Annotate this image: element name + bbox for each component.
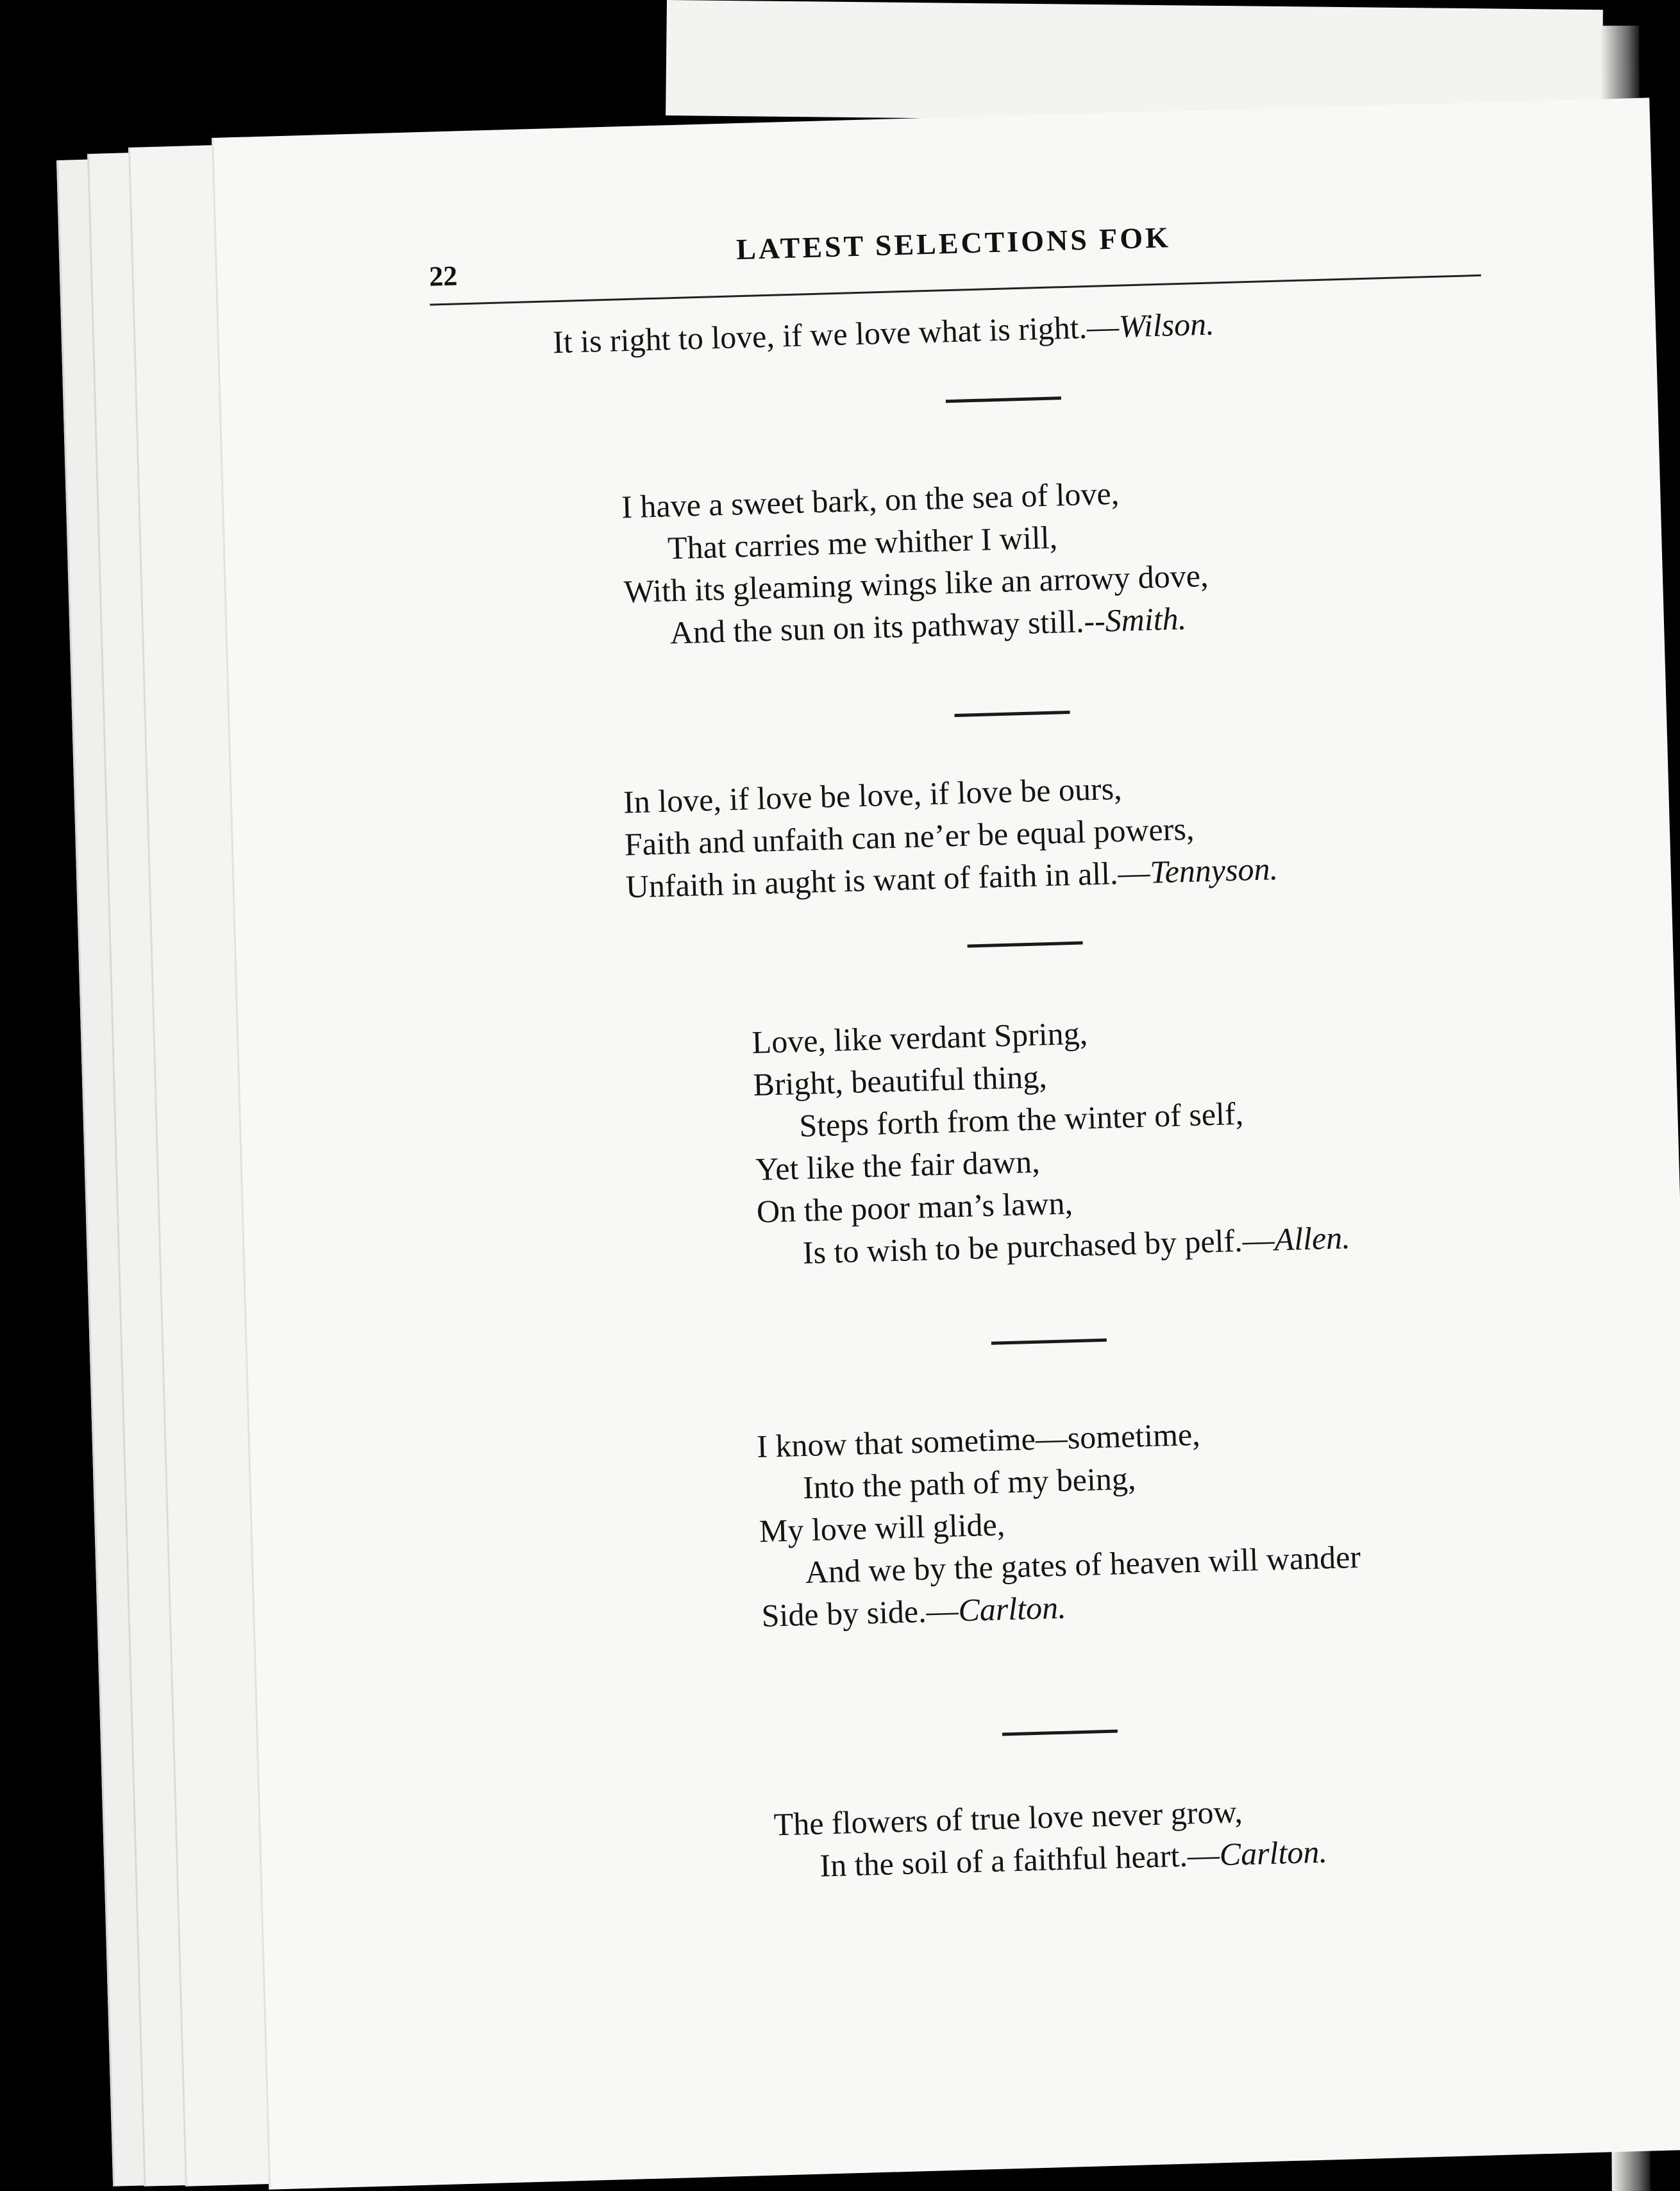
attribution: Carlton. [957,1589,1067,1628]
verse-line: In the soil of a faithful heart.—Carlton. [819,1833,1328,1884]
verse-line: Steps forth from the winter of self, [798,1095,1244,1144]
book-page [212,97,1680,2189]
verse-line: On the poor man’s lawn, [756,1185,1073,1230]
verse-line: The flowers of true love never grow, [773,1793,1243,1843]
verse-text: Is to wish to be purchased by pelf. [802,1222,1243,1271]
verse-text: Side by side. [760,1593,927,1634]
verse-line: Unfaith in aught is want of faith in all.—Tennyson. [625,850,1279,905]
header-rule [430,275,1481,306]
page-number: 22 [428,260,458,292]
verse-line: Love, like verdant Spring, [751,1015,1088,1061]
quotation [773,1788,1328,1888]
verse-line: Is to wish to be purchased by pelf.—Allen. [802,1219,1351,1271]
quotation [623,763,1279,908]
verse-line: Yet like the fair dawn, [755,1143,1041,1187]
verse-line: It is right to love, if we love what is right.—Wilson. [552,305,1215,360]
quotation [552,302,1214,363]
quotation [621,470,1210,655]
separator-rule [955,711,1070,717]
verse-text: And the sun on its pathway still. [669,603,1085,651]
separator-rule [991,1339,1107,1345]
attribution: Allen. [1273,1219,1351,1258]
verse-line: Side by side.—Carlton. [760,1589,1067,1634]
verse-line: With its gleaming wings like an arrowy dove, [623,557,1209,610]
verse-line: Into the path of my being, [802,1460,1137,1506]
verse-text: Unfaith in aught is want of faith in all. [625,854,1119,905]
verse-line: That carries me whither I will, [667,519,1058,566]
verse-line: And the sun on its pathway still.--Smith. [669,600,1187,651]
attribution: Smith. [1104,600,1187,639]
verse-line: My love will glide, [759,1506,1005,1549]
verse-text: In the soil of a faithful heart. [819,1837,1188,1884]
verse-line: And we by the gates of heaven will wander [805,1538,1361,1591]
separator-rule [968,942,1083,948]
attribution: Carlton. [1218,1833,1328,1873]
attribution: Tennyson. [1149,850,1279,890]
quotation [752,1004,1351,1275]
verse-line: I know that sometime—sometime, [756,1416,1201,1465]
running-head: LATEST SELECTIONS FOK [735,221,1172,266]
separator-rule [1002,1730,1118,1736]
verse-line: Bright, beautiful thing, [752,1058,1048,1103]
verse-line: I have a sweet bark, on the sea of love, [621,475,1120,525]
quotation [756,1408,1362,1637]
verse-line: In love, if love be love, if love be ours, [623,770,1123,820]
verse-line: Faith and unfaith can ne’er be equal powers, [624,810,1195,863]
verse-text: It is right to love, if we love what is right. [552,309,1088,360]
attribution: Wilson. [1118,305,1215,344]
separator-rule [946,396,1061,403]
